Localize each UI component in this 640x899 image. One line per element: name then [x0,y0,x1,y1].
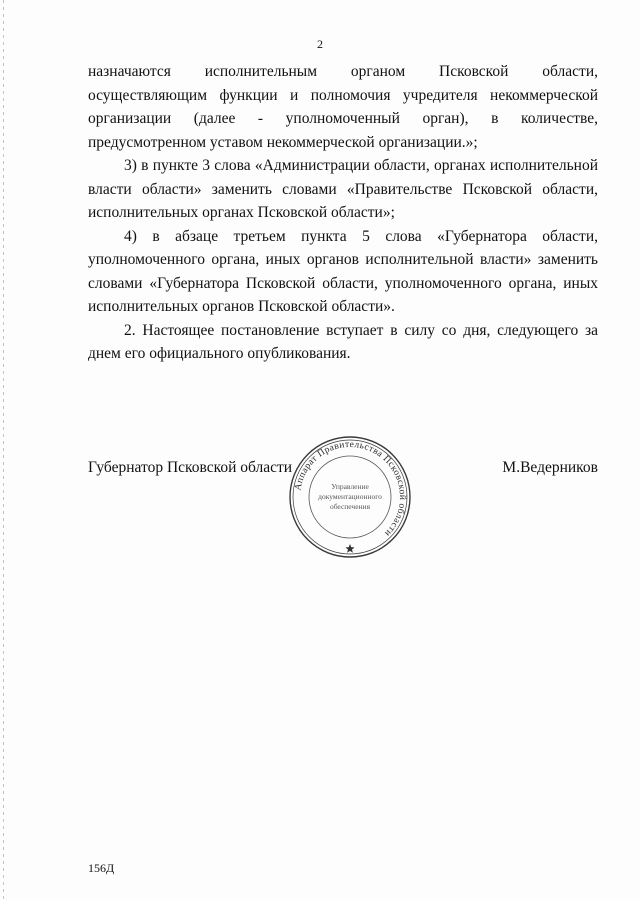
paragraph-effective-date: 2. Настоящее постановление вступает в силу со дня, следующего за днем его официального опубликования. [88,321,598,362]
official-stamp [287,434,413,560]
document-code: 156Д [88,861,115,875]
stamp-inner-line-2: документационного [318,492,382,501]
stamp-star-icon [345,544,354,553]
stamp-outer-text: Аппарат Правительства Псковской области [293,439,408,539]
paragraph-item-3: 3) в пункте 3 слова «Администрации области, органах исполнительной власти области» заменить словами «Правительстве Псковской области, исполнительных органах Псковской области»; [88,157,598,221]
signatory-title: Губернатор Псковской области [88,459,293,476]
stamp-inner-line-1: Управление [331,482,369,491]
document-body [88,60,598,366]
page-number: 2 [317,37,323,51]
paragraph-item-4: 4) в абзаце третьем пункта 5 слова «Губернатора области, уполномоченного органа, иных органов исполнительной власти» заменить словами «Губернатора Псковской области, уполномоченного органа, иных исполнительных органов Псковской области». [88,227,598,315]
paragraph-continuation: назначаются исполнительным органом Псковской области, осуществляющим функции и полномочия учредителя некоммерческой организации (далее - уполномоченный орган), в количестве, предусмотренном уставом некоммерческой организации.»; [88,63,598,151]
stamp-inner-line-3: обеспечения [329,502,371,511]
scan-edge [3,0,4,899]
signatory-name: М.Ведерников [502,459,598,476]
